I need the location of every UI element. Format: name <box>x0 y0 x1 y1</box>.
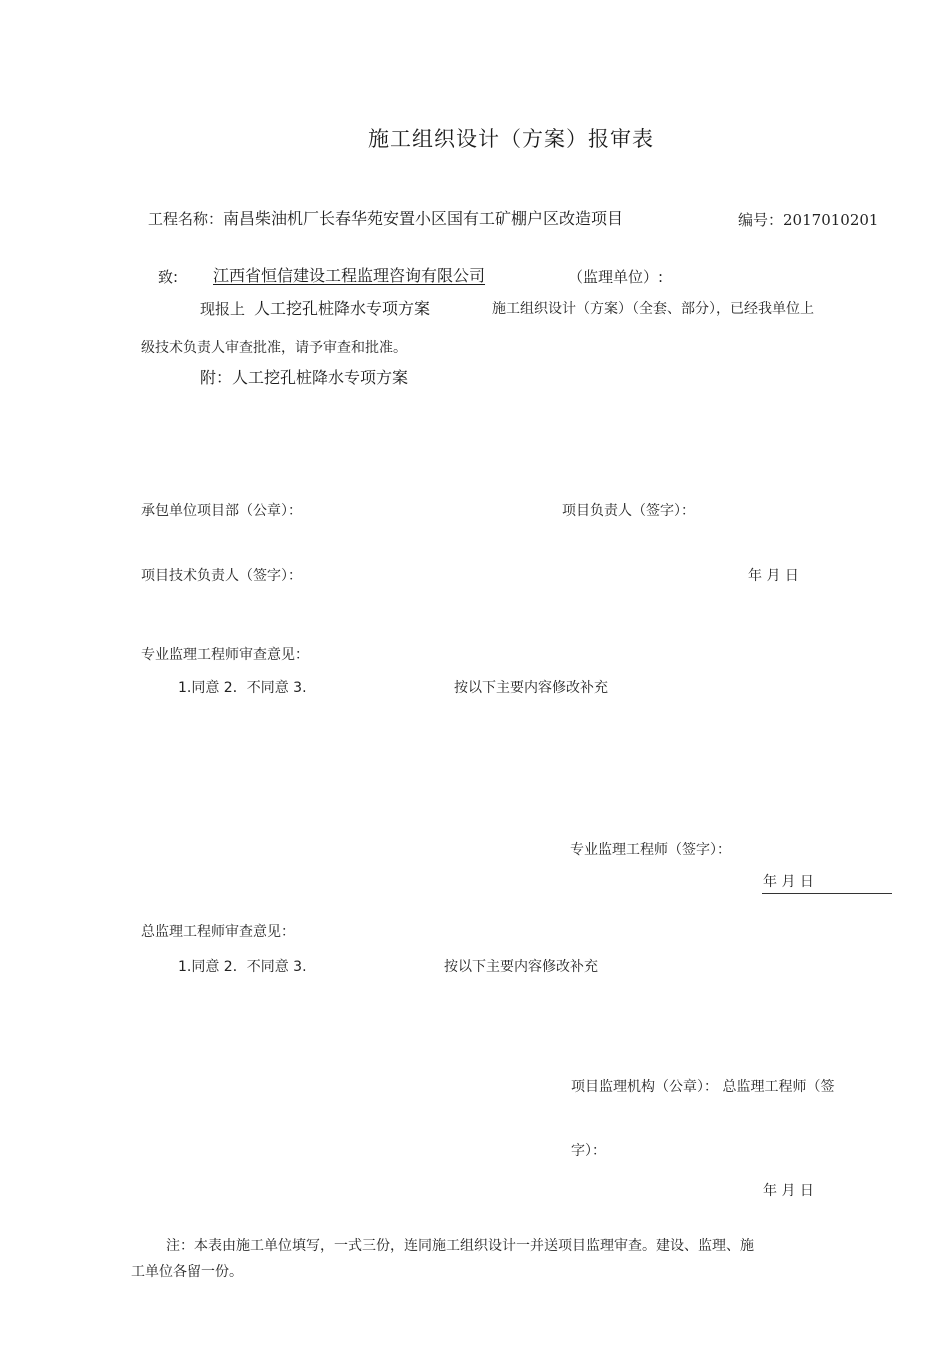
plan-name: 人工挖孔桩降水专项方案 <box>254 299 431 318</box>
engineer-date: 年 月 日 <box>763 874 814 890</box>
engineer-review-heading: 专业监理工程师审查意见： <box>141 647 309 663</box>
attachment-line: 附：人工挖孔桩降水专项方案 <box>200 368 409 387</box>
chief-review-heading: 总监理工程师审查意见： <box>141 924 295 940</box>
contractor-dept-seal-label: 承包单位项目部（公章）： <box>141 503 302 519</box>
engineer-sign-label: 专业监理工程师（签字）： <box>570 842 731 858</box>
project-name-row <box>148 209 623 228</box>
chief-date: 年 月 日 <box>763 1183 814 1199</box>
engineer-review-options: 1.同意 2．不同意 3. <box>178 680 307 696</box>
form-number-value: 2017010201 <box>783 211 879 229</box>
contractor-date: 年 月 日 <box>748 568 799 584</box>
submit-suffix: 施工组织设计（方案）（全套、部分），已经我单位上 <box>492 301 814 317</box>
submit-prefix: 现报上 <box>200 300 246 318</box>
engineer-date-underline <box>762 893 892 894</box>
engineer-review-option3: 按以下主要内容修改补充 <box>454 680 608 696</box>
chief-sign-label-line1: 项目监理机构（公章）： 总监理工程师（签 <box>571 1079 835 1095</box>
form-title: 施工组织设计（方案）报审表 <box>368 127 654 151</box>
footnote-line2: 工单位各留一份。 <box>131 1264 243 1280</box>
project-name-label: 工程名称： <box>148 210 224 228</box>
supervision-org-suffix: （监理单位）: <box>568 268 664 286</box>
chief-review-option3: 按以下主要内容修改补充 <box>444 959 598 975</box>
chief-sign-label-line2: 字）： <box>571 1143 606 1159</box>
footnote-line1: 注：本表由施工单位填写，一式三份，连同施工组织设计一并送项目监理审查。建设、监理、施 <box>166 1238 754 1254</box>
tech-lead-sign-label: 项目技术负责人（签字）： <box>141 568 302 584</box>
chief-review-options: 1.同意 2．不同意 3. <box>178 959 307 975</box>
project-name-value: 南昌柴油机厂长春华苑安置小区国有工矿棚户区改造项目 <box>223 209 624 228</box>
supervision-org-name: 江西省恒信建设工程监理咨询有限公司 <box>213 266 486 285</box>
to-label: 致: <box>158 268 179 286</box>
project-manager-sign-label: 项目负责人（签字）： <box>562 503 695 519</box>
form-number-row <box>738 211 878 229</box>
approval-sentence: 级技术负责人审查批准，请予审查和批准。 <box>141 340 407 356</box>
form-number-label: 编号： <box>738 211 784 229</box>
